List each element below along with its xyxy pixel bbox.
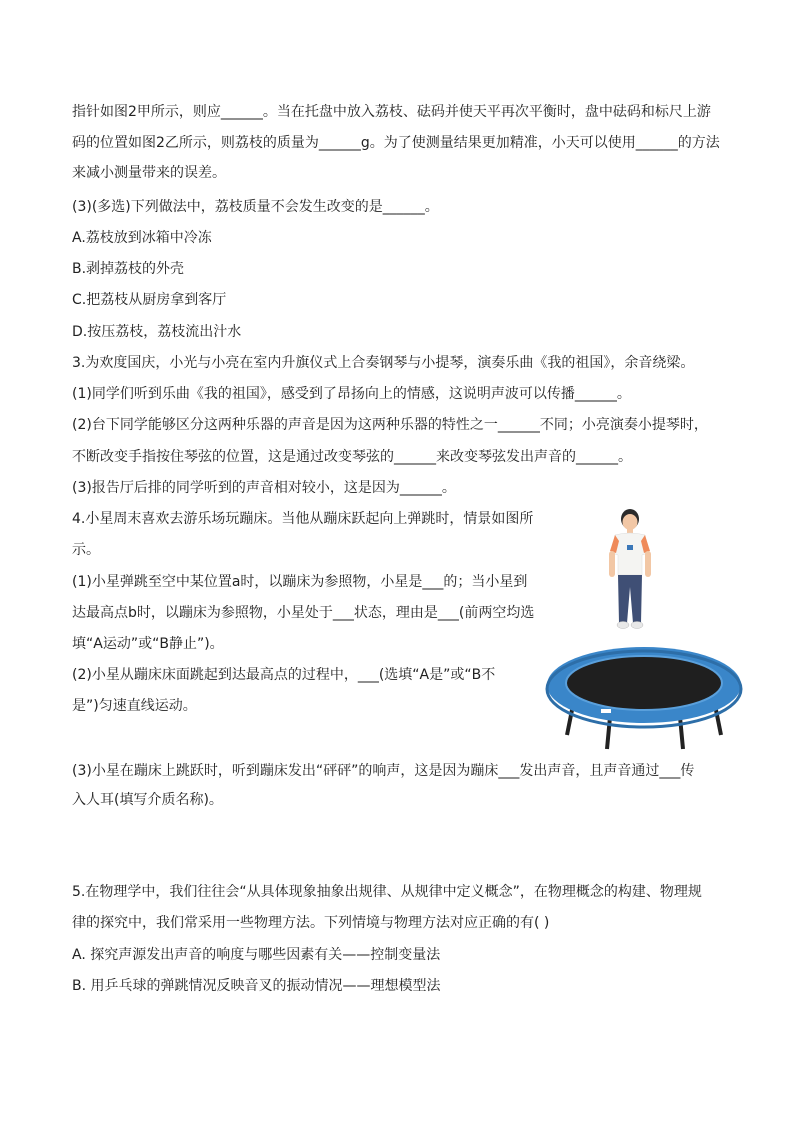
text-line: 示。 <box>72 542 100 558</box>
option-b: B.剥掉荔枝的外壳 <box>72 261 185 277</box>
text-line: 律的探究中，我们常采用一些物理方法。下列情境与物理方法对应正确的有( ) <box>72 915 550 931</box>
text-line: 是”)匀速直线运动。 <box>72 698 197 714</box>
text-line: 指针如图2甲所示，则应______。当在托盘中放入荔枝、砝码并使天平再次平衡时，盘中砝码和标尺上游 <box>72 104 711 120</box>
boy-figure <box>609 509 651 629</box>
text-line: (1)小星弹跳至空中某位置a时，以蹦床为参照物，小星是___的；当小星到 <box>72 574 528 590</box>
option-a: A.荔枝放到冰箱中冷冻 <box>72 230 212 246</box>
option-b: B. 用乒乓球的弹跳情况反映音叉的振动情况——理想模型法 <box>72 978 441 994</box>
text-line: 达最高点b时，以蹦床为参照物，小星处于___状态，理由是___(前两空均选 <box>72 605 535 621</box>
trampoline <box>547 647 741 749</box>
text-line: (1)同学们听到乐曲《我的祖国》，感受到了昂扬向上的情感，这说明声波可以传播______。 <box>72 386 631 402</box>
option-a: A. 探究声源发出声音的响度与哪些因素有关——控制变量法 <box>72 947 441 963</box>
text-line: 不断改变手指按住琴弦的位置，这是通过改变琴弦的______来改变琴弦发出声音的______。 <box>72 449 632 465</box>
text-line: 码的位置如图2乙所示，则荔枝的质量为______g。为了使测量结果更加精准，小天可以使用______的方法 <box>72 135 720 151</box>
text-line: (3)小星在蹦床上跳跃时，听到蹦床发出“砰砰”的响声，这是因为蹦床___发出声音，且声音通过___传 <box>72 763 695 779</box>
text-line: 来减小测量带来的误差。 <box>72 165 226 181</box>
trampoline-illustration <box>545 505 743 750</box>
question-5-stem: 5.在物理学中，我们往往会“从具体现象抽象出规律、从规律中定义概念”，在物理概念的构建、物理规 <box>72 884 702 900</box>
text-line: 填“A运动”或“B静止”)。 <box>72 636 224 652</box>
text-line: (2)小星从蹦床床面跳起到达最高点的过程中，___(选填“A是”或“B不 <box>72 667 496 683</box>
option-c: C.把荔枝从厨房拿到客厅 <box>72 292 227 308</box>
question-3-stem: 3.为欢度国庆，小光与小亮在室内升旗仪式上合奏钢琴与小提琴，演奏乐曲《我的祖国》，余音绕梁。 <box>72 355 695 371</box>
text-line: 入人耳(填写介质名称)。 <box>72 792 223 808</box>
question-4-stem: 4.小星周末喜欢去游乐场玩蹦床。当他从蹦床跃起向上弹跳时，情景如图所 <box>72 511 534 527</box>
question-3-part-3: (3)(多选)下列做法中，荔枝质量不会发生改变的是______。 <box>72 199 439 215</box>
text-line: (2)台下同学能够区分这两种乐器的声音是因为这两种乐器的特性之一______不同；小亮演奏小提琴时， <box>72 417 708 433</box>
option-d: D.按压荔枝，荔枝流出汁水 <box>72 324 242 340</box>
text-line: (3)报告厅后排的同学听到的声音相对较小，这是因为______。 <box>72 480 456 496</box>
